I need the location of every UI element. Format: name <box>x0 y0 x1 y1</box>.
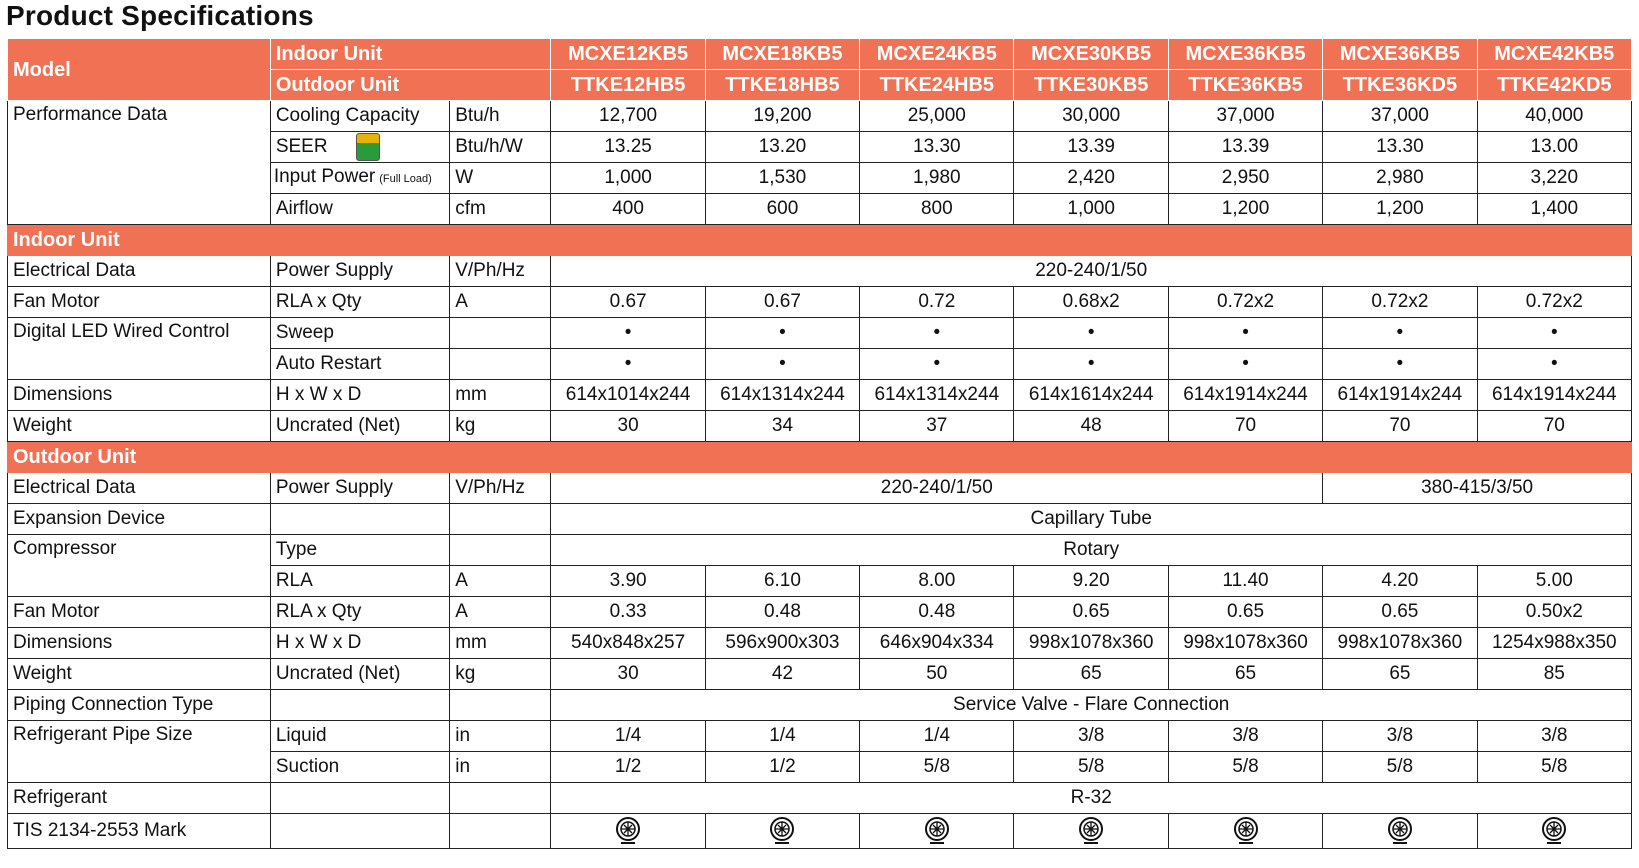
param-label: H x W x D <box>270 380 449 411</box>
value-cell: 3.90 <box>551 566 705 597</box>
value-cell: 1/4 <box>551 721 705 752</box>
value-cell: 540x848x257 <box>551 628 705 659</box>
value-cell: 13.20 <box>705 132 859 163</box>
page-title: Product Specifications <box>6 0 314 31</box>
row-label: Electrical Data <box>8 473 271 504</box>
value-cell: 1/2 <box>551 752 705 783</box>
value-cell: 65 <box>1014 659 1168 690</box>
param-label: Uncrated (Net) <box>270 659 449 690</box>
value-cell: 1,530 <box>705 163 859 194</box>
bullet-mark: • <box>1323 318 1477 349</box>
row-label: Expansion Device <box>8 504 271 535</box>
bullet-mark: • <box>1477 349 1631 380</box>
unit-label: mm <box>450 380 551 411</box>
value-cell: 13.30 <box>860 132 1014 163</box>
indoor-unit-section-title: Indoor Unit <box>8 225 1632 256</box>
full-load-note: (Full Load) <box>379 173 432 185</box>
param-label <box>270 690 449 721</box>
value-cell: 596x900x303 <box>705 628 859 659</box>
value-cell: 3,220 <box>1477 163 1631 194</box>
value-cell: 1,000 <box>551 163 705 194</box>
tis-cell <box>1323 814 1477 849</box>
bullet-mark: • <box>860 349 1014 380</box>
value-cell: 0.50x2 <box>1477 597 1631 628</box>
indoor-unit-label: Indoor Unit <box>270 39 551 70</box>
unit-label <box>450 504 551 535</box>
unit-label <box>450 535 551 566</box>
value-cell: 70 <box>1477 411 1631 442</box>
value-cell: 5.00 <box>1477 566 1631 597</box>
row-label: Compressor <box>8 535 271 597</box>
unit-label: Btu/h/W <box>450 132 551 163</box>
value-cell: 50 <box>860 659 1014 690</box>
indoor-model: MCXE18KB5 <box>705 39 859 70</box>
outdoor-weight-row <box>8 659 1632 690</box>
outdoor-model: TTKE12HB5 <box>551 70 705 101</box>
value-cell: 65 <box>1168 659 1322 690</box>
param-label: Power Supply <box>270 473 449 504</box>
value-cell: 614x1914x244 <box>1323 380 1477 411</box>
indoor-fan-motor-row <box>8 287 1632 318</box>
value-cell: 1,980 <box>860 163 1014 194</box>
value-cell: 37,000 <box>1323 101 1477 132</box>
value-cell: 3/8 <box>1477 721 1631 752</box>
outdoor-fan-motor-row <box>8 597 1632 628</box>
seer-label: SEER <box>275 136 328 157</box>
value-cell: Capillary Tube <box>551 504 1632 535</box>
bullet-mark: • <box>705 349 859 380</box>
value-cell: 19,200 <box>705 101 859 132</box>
value-cell: 614x1014x244 <box>551 380 705 411</box>
value-cell: 70 <box>1323 411 1477 442</box>
unit-label <box>450 318 551 349</box>
unit-label: W <box>450 163 551 194</box>
value-cell: 0.67 <box>551 287 705 318</box>
indoor-electrical-row <box>8 256 1632 287</box>
bullet-mark: • <box>1014 318 1168 349</box>
value-cell: 400 <box>551 194 705 225</box>
unit-label <box>450 783 551 814</box>
refrigerant-row <box>8 783 1632 814</box>
bullet-mark: • <box>1014 349 1168 380</box>
value-cell: 6.10 <box>705 566 859 597</box>
param-label <box>270 783 449 814</box>
value-cell: 0.65 <box>1168 597 1322 628</box>
row-label: Dimensions <box>8 628 271 659</box>
row-label: Piping Connection Type <box>8 690 271 721</box>
bullet-mark: • <box>1323 349 1477 380</box>
row-label: TIS 2134-2553 Mark <box>8 814 271 849</box>
value-cell: 998x1078x360 <box>1323 628 1477 659</box>
value-cell: 37,000 <box>1168 101 1322 132</box>
row-label: Electrical Data <box>8 256 271 287</box>
unit-label <box>450 814 551 849</box>
row-label: Dimensions <box>8 380 271 411</box>
value-cell: 220-240/1/50 <box>551 256 1632 287</box>
outdoor-dimensions-row <box>8 628 1632 659</box>
row-label: Weight <box>8 659 271 690</box>
value-cell: 600 <box>705 194 859 225</box>
row-label: Refrigerant Pipe Size <box>8 721 271 783</box>
value-cell: 30,000 <box>1014 101 1168 132</box>
row-label: Weight <box>8 411 271 442</box>
unit-label: kg <box>450 659 551 690</box>
value-cell: 5/8 <box>1168 752 1322 783</box>
tis-mark-icon <box>1231 816 1261 846</box>
value-cell: 2,420 <box>1014 163 1168 194</box>
spec-table <box>7 38 1632 849</box>
value-cell: 25,000 <box>860 101 1014 132</box>
compressor-type-row <box>8 535 1632 566</box>
value-cell: 646x904x334 <box>860 628 1014 659</box>
liquid-pipe-row <box>8 721 1632 752</box>
unit-label: in <box>450 752 551 783</box>
unit-label <box>450 690 551 721</box>
value-cell: Service Valve - Flare Connection <box>551 690 1632 721</box>
bullet-mark: • <box>1168 318 1322 349</box>
param-label: RLA x Qty <box>270 287 449 318</box>
tis-cell <box>860 814 1014 849</box>
row-label: Fan Motor <box>8 597 271 628</box>
outdoor-model: TTKE36KB5 <box>1168 70 1322 101</box>
value-cell: 220-240/1/50 <box>551 473 1323 504</box>
param-label <box>270 814 449 849</box>
value-cell: 12,700 <box>551 101 705 132</box>
bullet-mark: • <box>551 318 705 349</box>
value-cell: 1/2 <box>705 752 859 783</box>
tis-mark-icon <box>767 816 797 846</box>
value-cell: 5/8 <box>1477 752 1631 783</box>
outdoor-unit-label: Outdoor Unit <box>270 70 551 101</box>
tis-mark-icon <box>1385 816 1415 846</box>
value-cell: 1,200 <box>1168 194 1322 225</box>
param-label: Suction <box>270 752 449 783</box>
value-cell: 1/4 <box>705 721 859 752</box>
value-cell: 11.40 <box>1168 566 1322 597</box>
row-label: Digital LED Wired Control <box>8 318 271 380</box>
unit-label: V/Ph/Hz <box>450 256 551 287</box>
value-cell: 614x1314x244 <box>705 380 859 411</box>
unit-label: A <box>450 597 551 628</box>
tis-mark-icon <box>1539 816 1569 846</box>
outdoor-model: TTKE42KD5 <box>1477 70 1631 101</box>
param-label <box>270 163 449 194</box>
outdoor-electrical-row <box>8 473 1632 504</box>
tis-mark-icon <box>922 816 952 846</box>
value-cell: 800 <box>860 194 1014 225</box>
outdoor-model: TTKE30KB5 <box>1014 70 1168 101</box>
spec-table-body <box>8 39 1632 849</box>
performance-data-label: Performance Data <box>8 101 271 225</box>
value-cell: 3/8 <box>1323 721 1477 752</box>
param-label: H x W x D <box>270 628 449 659</box>
param-label <box>270 504 449 535</box>
unit-label <box>450 349 551 380</box>
value-cell: 1,000 <box>1014 194 1168 225</box>
value-cell: 1254x988x350 <box>1477 628 1631 659</box>
indoor-model: MCXE12KB5 <box>551 39 705 70</box>
piping-connection-row <box>8 690 1632 721</box>
indoor-model: MCXE24KB5 <box>860 39 1014 70</box>
value-cell: 37 <box>860 411 1014 442</box>
value-cell: 0.48 <box>860 597 1014 628</box>
value-cell: 13.30 <box>1323 132 1477 163</box>
value-cell: 48 <box>1014 411 1168 442</box>
tis-cell <box>705 814 859 849</box>
param-label: Cooling Capacity <box>270 101 449 132</box>
value-cell: R-32 <box>551 783 1632 814</box>
value-cell: 34 <box>705 411 859 442</box>
value-cell: 13.39 <box>1014 132 1168 163</box>
unit-label: A <box>450 566 551 597</box>
value-cell: 0.67 <box>705 287 859 318</box>
tis-mark-icon <box>613 816 643 846</box>
indoor-weight-row <box>8 411 1632 442</box>
cooling-capacity-row <box>8 101 1632 132</box>
indoor-dimensions-row <box>8 380 1632 411</box>
value-cell: 70 <box>1168 411 1322 442</box>
param-label <box>270 132 449 163</box>
value-cell: 614x1314x244 <box>860 380 1014 411</box>
value-cell: 3/8 <box>1014 721 1168 752</box>
unit-label: A <box>450 287 551 318</box>
bullet-mark: • <box>860 318 1014 349</box>
value-cell: 998x1078x360 <box>1168 628 1322 659</box>
value-cell: 4.20 <box>1323 566 1477 597</box>
row-label: Fan Motor <box>8 287 271 318</box>
indoor-model: MCXE36KB5 <box>1168 39 1322 70</box>
value-cell: 5/8 <box>1323 752 1477 783</box>
bullet-mark: • <box>1477 318 1631 349</box>
param-label: Power Supply <box>270 256 449 287</box>
bullet-mark: • <box>705 318 859 349</box>
value-cell: 614x1614x244 <box>1014 380 1168 411</box>
param-label: Airflow <box>270 194 449 225</box>
value-cell: 0.72 <box>860 287 1014 318</box>
param-label: Auto Restart <box>270 349 449 380</box>
input-power-label: Input Power <box>273 166 376 187</box>
value-cell: 0.65 <box>1014 597 1168 628</box>
unit-label: cfm <box>450 194 551 225</box>
model-label: Model <box>8 39 271 101</box>
value-cell: 614x1914x244 <box>1168 380 1322 411</box>
value-cell: 380-415/3/50 <box>1323 473 1632 504</box>
outdoor-model: TTKE18HB5 <box>705 70 859 101</box>
bullet-mark: • <box>1168 349 1322 380</box>
value-cell: 30 <box>551 411 705 442</box>
unit-label: in <box>450 721 551 752</box>
value-cell: 30 <box>551 659 705 690</box>
value-cell: 0.72x2 <box>1323 287 1477 318</box>
value-cell: 5/8 <box>1014 752 1168 783</box>
unit-label: V/Ph/Hz <box>450 473 551 504</box>
tis-cell <box>1477 814 1631 849</box>
value-cell: 3/8 <box>1168 721 1322 752</box>
value-cell: 0.72x2 <box>1168 287 1322 318</box>
param-label: RLA <box>270 566 449 597</box>
value-cell: 40,000 <box>1477 101 1631 132</box>
indoor-model: MCXE42KB5 <box>1477 39 1631 70</box>
value-cell: 0.33 <box>551 597 705 628</box>
value-cell: 13.39 <box>1168 132 1322 163</box>
energy-label-icon <box>356 133 380 161</box>
param-label: Type <box>270 535 449 566</box>
value-cell: 1/4 <box>860 721 1014 752</box>
value-cell: 8.00 <box>860 566 1014 597</box>
value-cell: 42 <box>705 659 859 690</box>
tis-cell <box>1168 814 1322 849</box>
value-cell: 9.20 <box>1014 566 1168 597</box>
sweep-row <box>8 318 1632 349</box>
tis-cell <box>551 814 705 849</box>
value-cell: 0.65 <box>1323 597 1477 628</box>
outdoor-unit-section <box>8 442 1632 473</box>
indoor-model-row <box>8 39 1632 70</box>
value-cell: 2,980 <box>1323 163 1477 194</box>
value-cell: 614x1914x244 <box>1477 380 1631 411</box>
value-cell: 1,400 <box>1477 194 1631 225</box>
unit-label: Btu/h <box>450 101 551 132</box>
indoor-model: MCXE36KB5 <box>1323 39 1477 70</box>
value-cell: 998x1078x360 <box>1014 628 1168 659</box>
tis-cell <box>1014 814 1168 849</box>
outdoor-model: TTKE24HB5 <box>860 70 1014 101</box>
param-label: Sweep <box>270 318 449 349</box>
value-cell: 1,200 <box>1323 194 1477 225</box>
unit-label: kg <box>450 411 551 442</box>
param-label: Liquid <box>270 721 449 752</box>
tis-mark-icon <box>1076 816 1106 846</box>
param-label: RLA x Qty <box>270 597 449 628</box>
value-cell: 85 <box>1477 659 1631 690</box>
outdoor-model: TTKE36KD5 <box>1323 70 1477 101</box>
value-cell: 0.72x2 <box>1477 287 1631 318</box>
outdoor-unit-section-title: Outdoor Unit <box>8 442 1632 473</box>
value-cell: 13.00 <box>1477 132 1631 163</box>
tis-mark-row <box>8 814 1632 849</box>
value-cell: 65 <box>1323 659 1477 690</box>
expansion-device-row <box>8 504 1632 535</box>
value-cell: Rotary <box>551 535 1632 566</box>
value-cell: 2,950 <box>1168 163 1322 194</box>
value-cell: 5/8 <box>860 752 1014 783</box>
row-label: Refrigerant <box>8 783 271 814</box>
bullet-mark: • <box>551 349 705 380</box>
value-cell: 0.48 <box>705 597 859 628</box>
unit-label: mm <box>450 628 551 659</box>
indoor-model: MCXE30KB5 <box>1014 39 1168 70</box>
param-label: Uncrated (Net) <box>270 411 449 442</box>
value-cell: 13.25 <box>551 132 705 163</box>
value-cell: 0.68x2 <box>1014 287 1168 318</box>
indoor-unit-section <box>8 225 1632 256</box>
